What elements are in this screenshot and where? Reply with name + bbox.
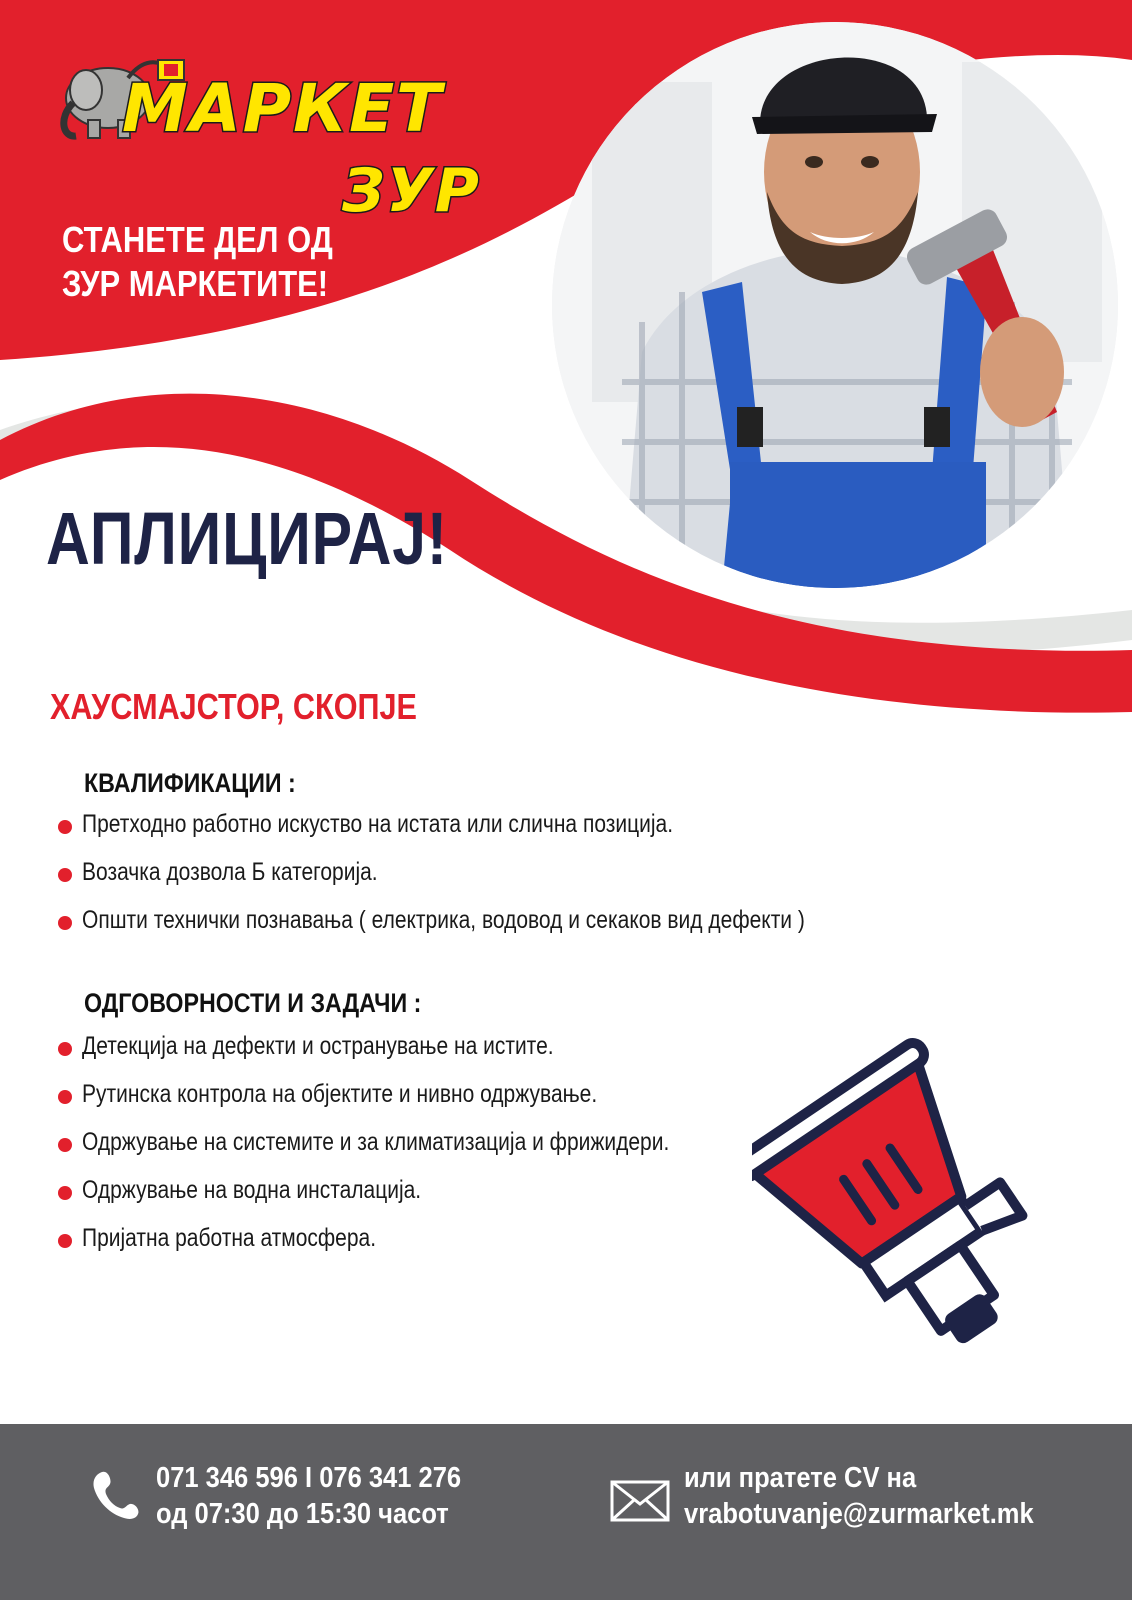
tagline [62,218,333,306]
bullet-icon [58,1186,72,1200]
logo-text-market: МАРКЕТ [122,70,444,147]
bullet-icon [58,1042,72,1056]
list-item: Рутинска контрола на објектите и нивно одржување. [58,1080,781,1128]
hours-line: од 07:30 до 15:30 часот [156,1498,449,1530]
bullet-icon [58,868,72,882]
qualifications-list [58,810,943,954]
market-zur-logo [58,48,498,226]
email-contact[interactable] [684,1460,1034,1532]
worker-photo [552,22,1118,588]
tagline-line-2: ЗУР МАРКЕТИТЕ! [62,263,329,304]
megaphone-icon [752,1036,1032,1366]
list-item: Детекција на дефекти и остранување на истите. [58,1032,781,1080]
responsibilities-title: ОДГОВОРНОСТИ И ЗАДАЧИ : [84,988,422,1018]
list-item: Општи технички познавања ( електрика, водовод и секаков вид дефекти ) [58,906,943,954]
phone-icon [92,1470,140,1520]
phone-numbers[interactable] [156,1460,461,1532]
job-position: ХАУСМАЈСТОР, СКОПЈЕ [50,686,417,727]
bullet-icon [58,916,72,930]
envelope-icon [610,1480,670,1522]
list-item: Одржување на водна инсталација. [58,1176,781,1224]
tagline-line-1: СТАНЕТЕ ДЕЛ ОД [62,219,333,260]
apply-headline: АПЛИЦИРАЈ! [46,497,448,580]
bullet-icon [58,1138,72,1152]
list-item: Претходно работно искуство на истата или слична позиција. [58,810,943,858]
bullet-icon [58,1234,72,1248]
responsibilities-list [58,1032,781,1272]
contact-footer [0,1424,1132,1600]
list-item: Одржување на системите и за климатизација и фрижидери. [58,1128,781,1176]
list-item: Возачка дозвола Б категорија. [58,858,943,906]
bullet-icon [58,820,72,834]
qualifications-title: КВАЛИФИКАЦИИ : [84,768,296,798]
list-item: Пријатна работна атмосфера. [58,1224,781,1272]
logo-text-zur: ЗУР [342,156,481,226]
phone-line[interactable]: 071 346 596 I 076 341 276 [156,1462,462,1494]
email-intro: или пратете CV на [684,1462,917,1494]
bullet-icon [58,1090,72,1104]
email-address[interactable]: vrabotuvanje@zurmarket.mk [684,1498,1034,1530]
